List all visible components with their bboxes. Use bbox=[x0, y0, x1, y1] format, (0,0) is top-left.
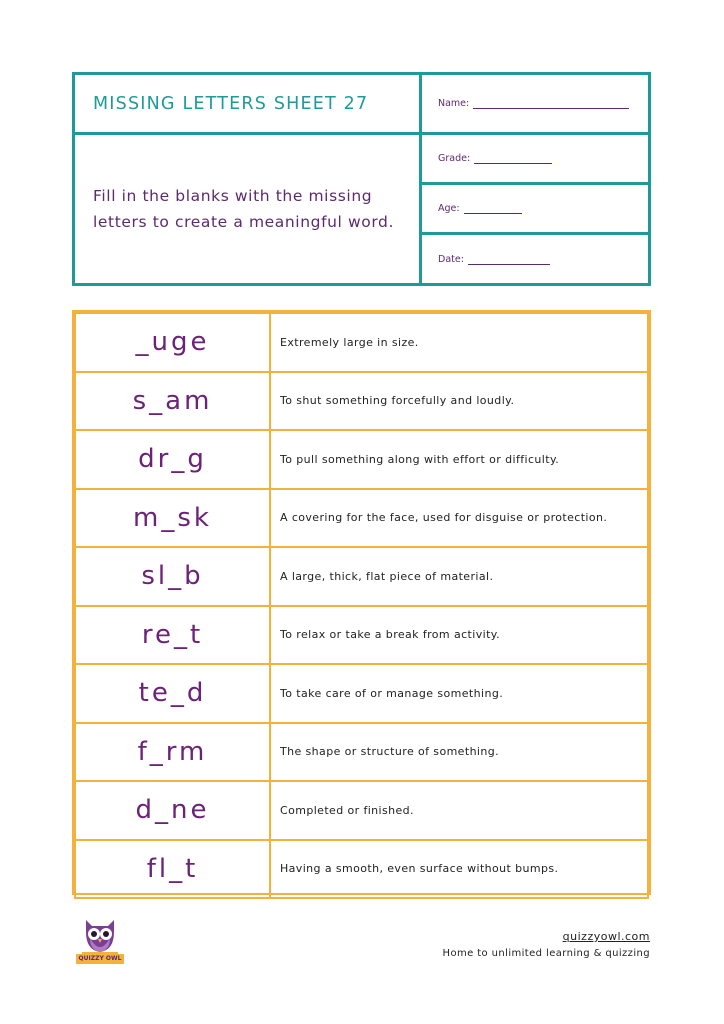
table-row bbox=[75, 840, 648, 899]
grade-label: Grade: bbox=[438, 153, 471, 164]
instructions-cell bbox=[75, 135, 422, 283]
word-clue: To pull something along with effort or difficulty. bbox=[270, 430, 648, 489]
table-row bbox=[75, 606, 648, 665]
table-row bbox=[75, 489, 648, 548]
date-field[interactable] bbox=[422, 235, 648, 283]
word-clue: Having a smooth, even surface without bumps. bbox=[270, 840, 648, 899]
tagline: Home to unlimited learning & quizzing bbox=[442, 948, 650, 959]
word-clue: To take care of or manage something. bbox=[270, 664, 648, 723]
name-blank-line[interactable] bbox=[473, 98, 629, 109]
word-clue: A large, thick, flat piece of material. bbox=[270, 547, 648, 606]
date-blank-line[interactable] bbox=[468, 254, 550, 265]
grade-field[interactable] bbox=[422, 135, 648, 185]
table-row bbox=[75, 430, 648, 489]
name-label: Name: bbox=[438, 98, 470, 109]
age-label: Age: bbox=[438, 203, 460, 214]
table-row bbox=[75, 781, 648, 840]
worksheet-header bbox=[72, 72, 651, 286]
word-clue: A covering for the face, used for disguise or protection. bbox=[270, 489, 648, 548]
word-table bbox=[72, 310, 651, 895]
logo-label: QUIZZY OWL bbox=[76, 954, 124, 964]
table-row bbox=[75, 664, 648, 723]
name-field[interactable] bbox=[422, 75, 648, 135]
missing-letter-word: sl_b bbox=[75, 547, 270, 606]
date-label: Date: bbox=[438, 253, 464, 265]
site-link[interactable]: quizzyowl.com bbox=[562, 930, 650, 943]
table-row bbox=[75, 372, 648, 431]
missing-letter-word: fl_t bbox=[75, 840, 270, 899]
word-clue: To shut something forcefully and loudly. bbox=[270, 372, 648, 431]
missing-letter-word: s_am bbox=[75, 372, 270, 431]
word-clue: The shape or structure of something. bbox=[270, 723, 648, 782]
age-blank-line[interactable] bbox=[464, 203, 522, 214]
table-row bbox=[75, 547, 648, 606]
word-clue: To relax or take a break from activity. bbox=[270, 606, 648, 665]
missing-letter-word: re_t bbox=[75, 606, 270, 665]
title-cell bbox=[75, 75, 422, 135]
missing-letter-word: _uge bbox=[75, 313, 270, 372]
missing-letter-word: m_sk bbox=[75, 489, 270, 548]
grade-blank-line[interactable] bbox=[474, 153, 552, 164]
missing-letter-word: f_rm bbox=[75, 723, 270, 782]
age-field[interactable] bbox=[422, 185, 648, 235]
table-row bbox=[75, 723, 648, 782]
missing-letter-word: d_ne bbox=[75, 781, 270, 840]
missing-letter-word: dr_g bbox=[75, 430, 270, 489]
word-clue: Extremely large in size. bbox=[270, 313, 648, 372]
missing-letter-word: te_d bbox=[75, 664, 270, 723]
word-clue: Completed or finished. bbox=[270, 781, 648, 840]
table-row bbox=[75, 313, 648, 372]
instructions-text: Fill in the blanks with the missing letters to create a meaningful word. bbox=[93, 187, 395, 231]
worksheet-title: MISSING LETTERS SHEET 27 bbox=[93, 93, 369, 114]
